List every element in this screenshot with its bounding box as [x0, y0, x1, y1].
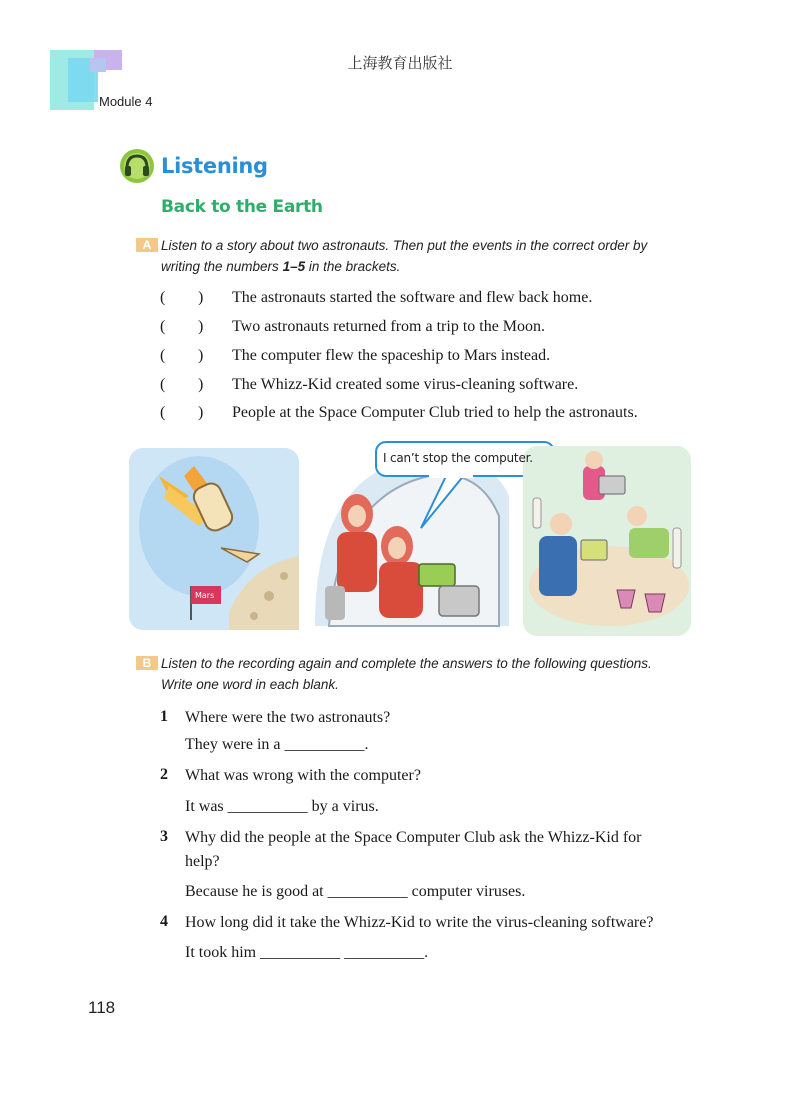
event-text: People at the Space Computer Club tried to help the astronauts.	[232, 404, 638, 421]
question-text: Why did the people at the Space Computer Club ask the Whizz-Kid for	[185, 829, 642, 846]
answer-text: It took him __________ __________.	[185, 944, 429, 961]
question-text: How long did it take the Whizz-Kid to write the virus-cleaning software?	[185, 914, 654, 931]
computer-club-panel	[523, 446, 691, 636]
spaceship-panel	[129, 448, 299, 630]
question-text: Where were the two astronauts?	[185, 709, 391, 726]
question-number: 3	[160, 828, 168, 845]
event-text: Two astronauts returned from a trip to the Moon.	[232, 318, 546, 335]
answer-text: Because he is good at __________ computer viruses.	[185, 883, 526, 900]
event-text: The computer flew the spaceship to Mars instead.	[232, 347, 551, 364]
event-text: The Whizz-Kid created some virus-cleaning software.	[232, 376, 579, 393]
part-a-instruction: Listen to a story about two astronauts. Then put the events in the correct order by writing the numbers 1–5 in the brackets.	[161, 238, 648, 274]
question-text-continued: help?	[185, 853, 220, 870]
answer-text: They were in a __________.	[185, 736, 369, 753]
publisher-header: 上海教育出版社	[347, 54, 453, 72]
question-text: What was wrong with the computer?	[185, 767, 421, 784]
mars-flag-label: Mars	[195, 591, 215, 600]
part-b-instruction: Listen to the recording again and complete the answers to the following questions. Write one word in each blank.	[161, 656, 652, 692]
section-title: Listening	[161, 154, 268, 178]
question-number: 4	[160, 913, 168, 930]
question-number: 2	[160, 766, 168, 783]
answer-text: It was __________ by a virus.	[185, 798, 379, 815]
part-b-badge: B	[136, 656, 158, 670]
question-number: 1	[160, 708, 168, 725]
cockpit-panel	[315, 456, 509, 626]
speech-bubble-text: I can’t stop the computer.	[383, 451, 533, 465]
part-a-badge: A	[136, 238, 158, 252]
headphones-icon	[119, 148, 155, 184]
module-label: Module 4	[99, 94, 153, 109]
section-subtitle: Back to the Earth	[161, 197, 323, 217]
story-illustration	[129, 436, 691, 642]
event-text: The astronauts started the software and flew back home.	[232, 289, 593, 306]
page-number: 118	[88, 998, 116, 1017]
